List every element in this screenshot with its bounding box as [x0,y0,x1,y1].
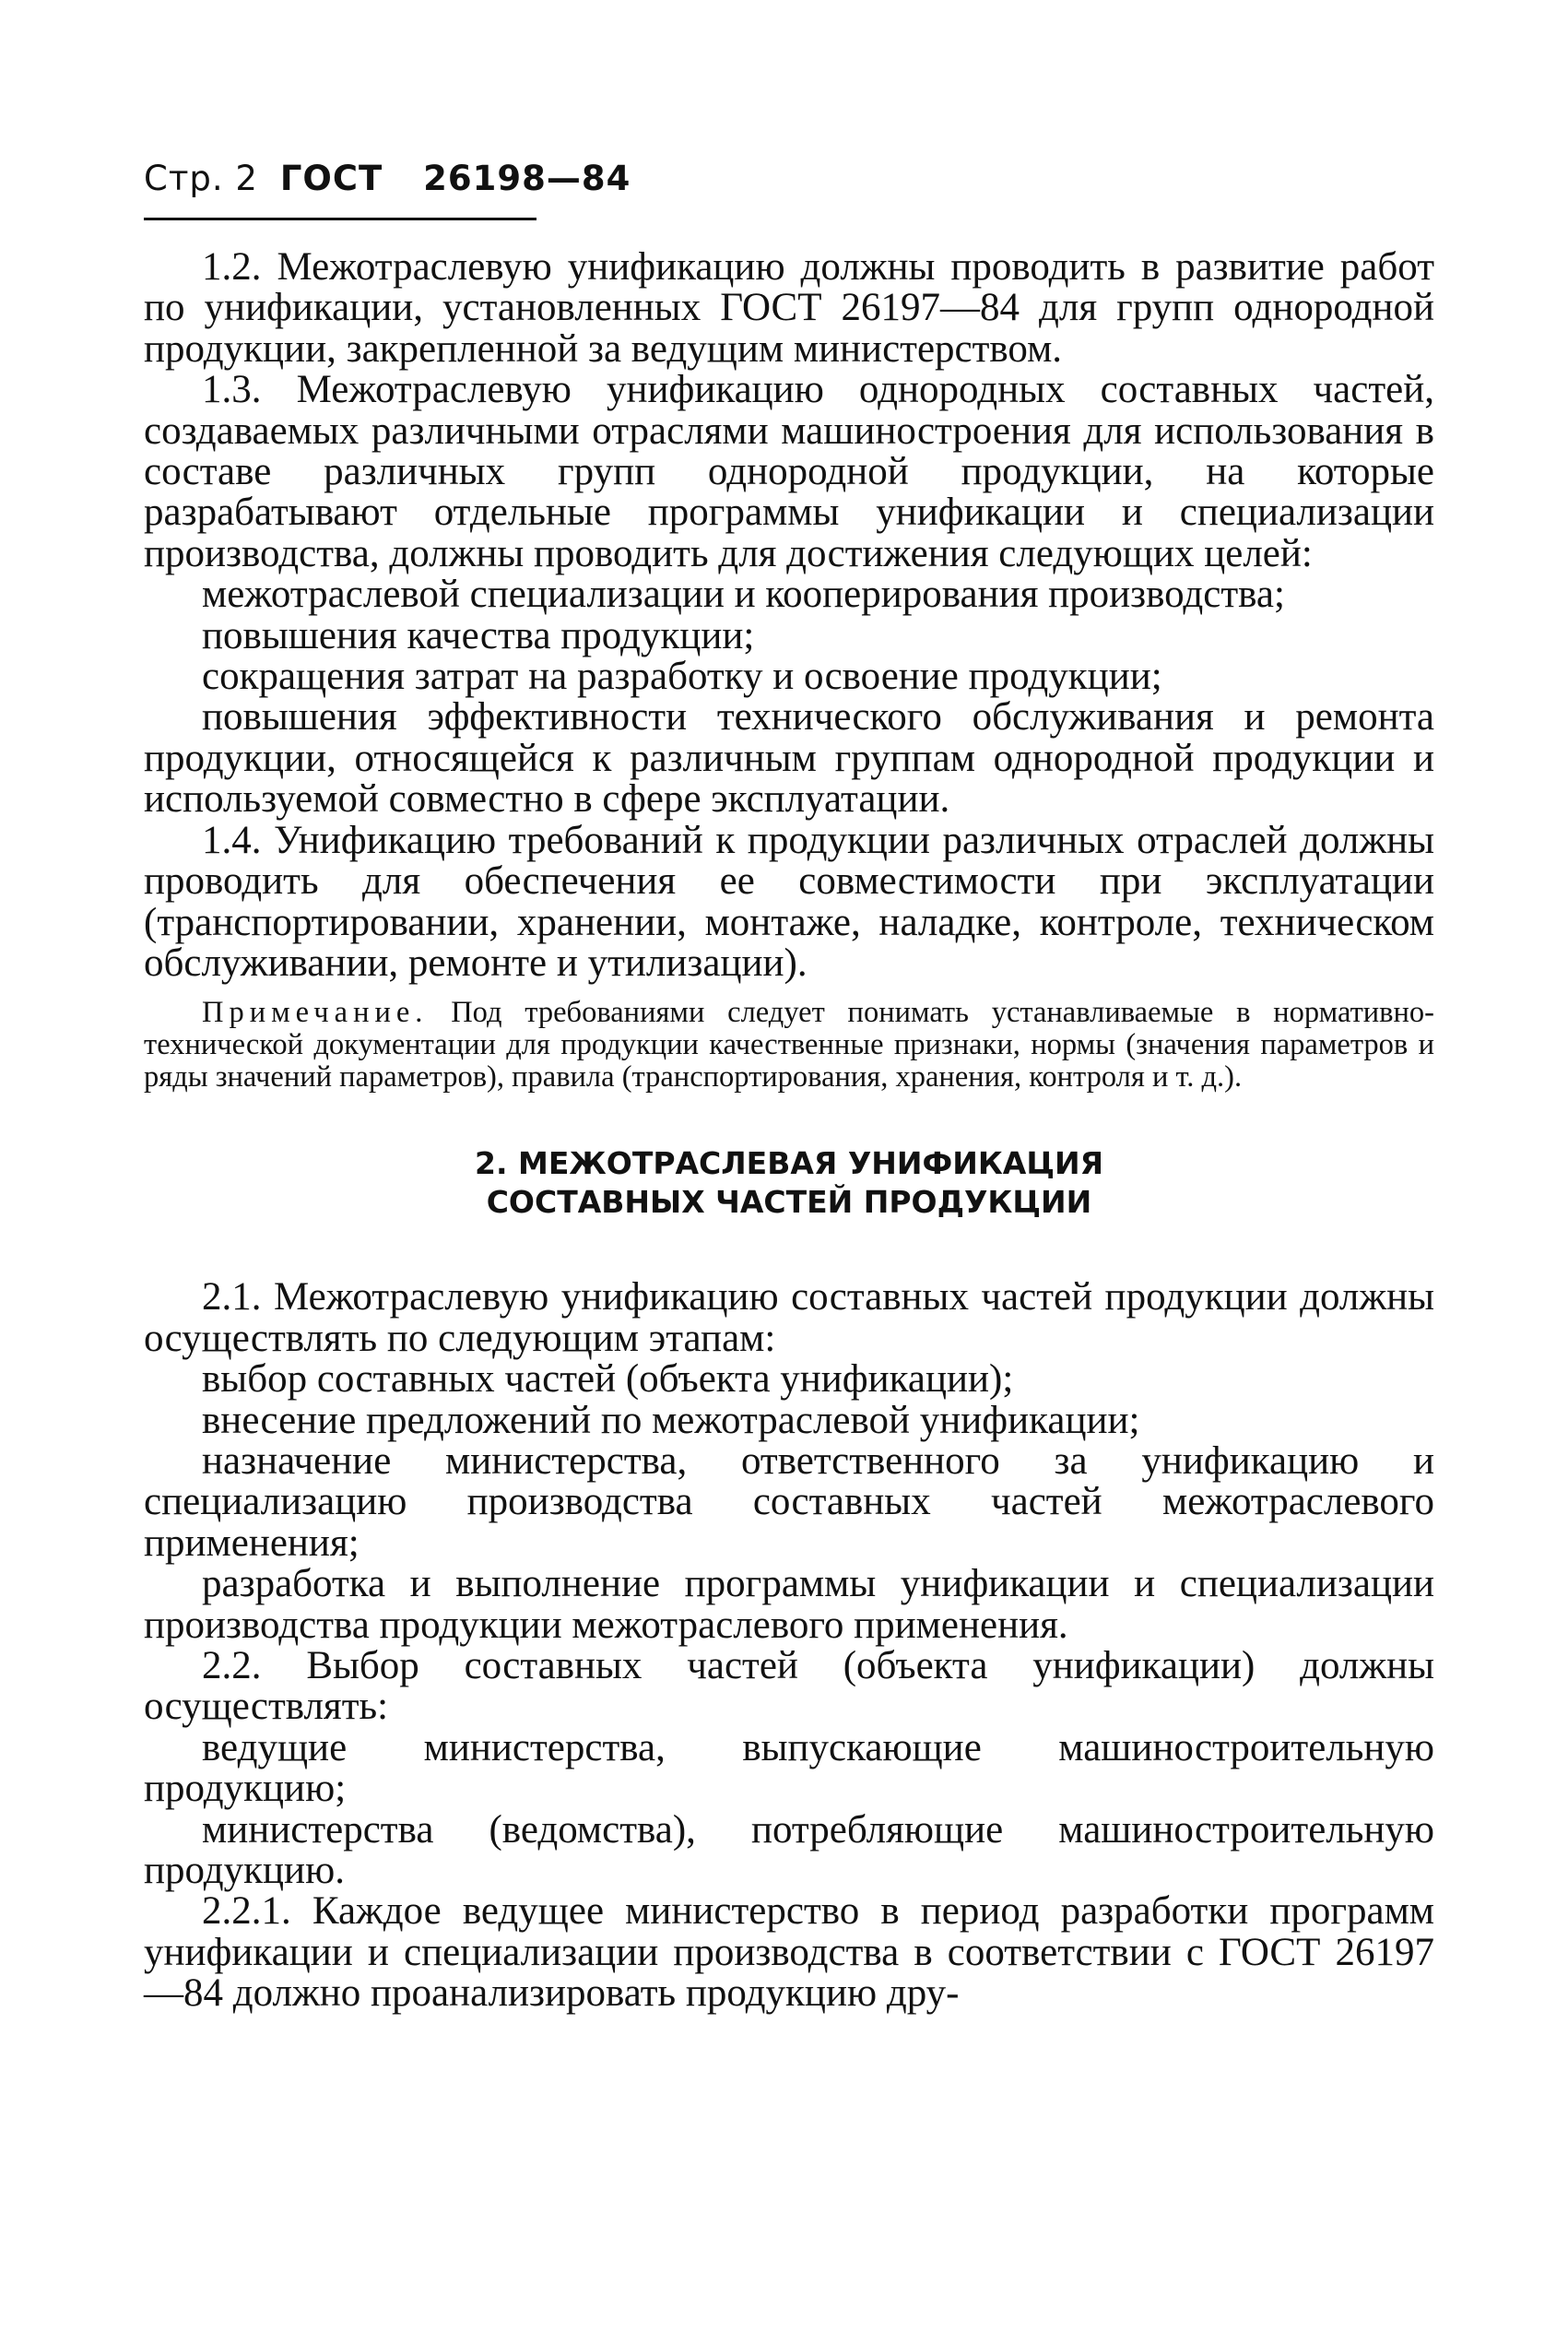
header-rule [144,218,536,220]
standard-label: ГОСТ [279,159,383,198]
section-title-line-1: 2. МЕЖОТРАСЛЕВАЯ УНИФИКАЦИЯ [475,1145,1103,1182]
goal-item: межотраслевой специализации и кооперирования производства; [202,573,1285,617]
stage-item: выбор составных частей (объекта унификации); [202,1357,1014,1402]
clause-1-2: 1.2. Межотраслевую унификацию должны проводить в развитие работ по унификации, установленных ГОСТ 26197—84 для групп однородной продукции, закрепленной за ведущим министерством. [144,245,1434,371]
selector-item: министерства (ведомства), потребляющие машиностроительную продукцию. [144,1807,1434,1892]
standard-number: 26198—84 [423,159,631,198]
body-text [144,247,1434,2015]
note-text: Под требованиями следует понимать устанавливаемые в нормативно-технической документации для продукции качественные признаки, нормы (значения параметров и ряды значений параметров), правила (транспортирования, хранения, контроля и т. д.). [144,996,1434,1095]
clause-1-3: 1.3. Межотраслевую унификацию однородных составных частей, создаваемых различными отраслями машиностроения для использования в составе различных групп однородной продукции, на которые разрабатывают отдельные программы унификации и специализации производства, должны проводить для достижения следующих целей: [144,368,1434,575]
stage-item: разработка и выполнение программы унификации и специализации производства продукции межотраслевого применения. [144,1562,1434,1647]
stage-item: назначение министерства, ответственного за унификацию и специализацию производства составных частей межотраслевого применения; [144,1438,1434,1565]
selector-item: ведущие министерства, выпускающие машиностроительную продукцию; [144,1725,1434,1811]
clause-1-4: 1.4. Унификацию требований к продукции различных отраслей должны проводить для обеспечения ее совместимости при эксплуатации (транспортировании, хранении, монтаже, наладке, контроле, техническом обслуживании, ремонте и утилизации). [144,818,1434,985]
goal-item: повышения эффективности технического обслуживания и ремонта продукции, относящейся к различным группам однородной продукции и используемой совместно в сфере эксплуатации. [144,695,1434,822]
note-label: Примечание. [202,996,429,1030]
note [144,997,1434,1094]
goal-item: повышения качества продукции; [202,613,755,657]
clause-2-2: 2.2. Выбор составных частей (объекта унификации) должны осуществлять: [144,1643,1434,1729]
clause-2-2-1: 2.2.1. Каждое ведущее министерство в период разработки программ унификации и специализации производства в соответствии с ГОСТ 26197—84 должно проанализировать продукцию дру- [144,1889,1434,2016]
clause-2-1: 2.1. Межотраслевую унификацию составных частей продукции должны осуществлять по следующим этапам: [144,1275,1434,1360]
section-title [144,1144,1434,1222]
page-number: Стр. 2 [144,159,258,198]
page-header [144,159,631,198]
section-title-line-2: СОСТАВНЫХ ЧАСТЕЙ ПРОДУКЦИИ [486,1184,1092,1221]
goal-item: сокращения затрат на разработку и освоение продукции; [202,655,1162,699]
stage-item: внесение предложений по межотраслевой унификации; [202,1398,1140,1442]
